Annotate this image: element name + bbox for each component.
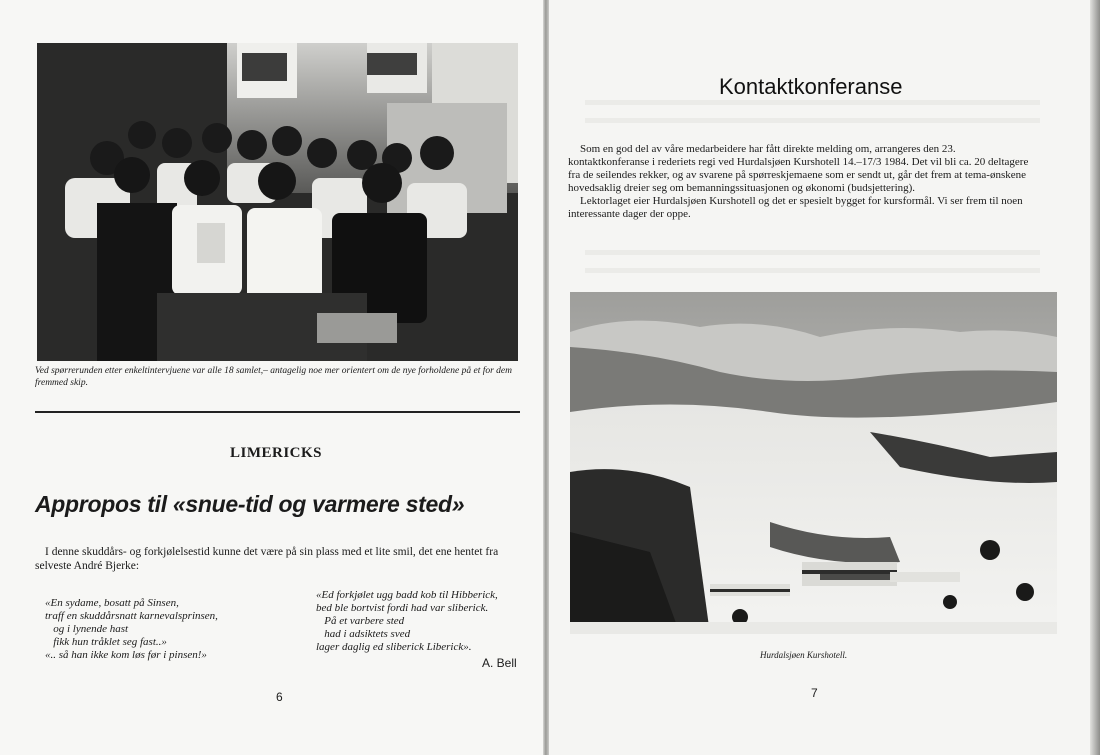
- article-headline: Appropos til «snue-tid og varmere sted»: [35, 491, 465, 517]
- article-body: [568, 143, 1038, 221]
- hotel-photo: [570, 292, 1057, 634]
- section-divider: [35, 411, 520, 413]
- show-through-line: [585, 250, 1040, 255]
- show-through-line: [585, 268, 1040, 273]
- book-gutter: [543, 0, 549, 755]
- show-through-line: [585, 118, 1040, 123]
- article-paragraph: Som en god del av våre medarbeidere har fått direkte melding om, arrangeres den 23. kontaktkonferanse i rederiets regi ved Hurdalsjøen Kurshotell 14.–17/3 1984. Det vil bli ca. 20 deltagere fra de seilendes rekker, og av svarene på spørreskjemaene som er sendt ut, går det frem at tema-ønskene hovedsaklig dreier seg om bemanningssituasjonen og økonomi (budsjettering).: [568, 143, 1029, 194]
- page-number-right: 7: [811, 686, 818, 700]
- intro-paragraph: I denne skuddårs- og forkjølelsestid kunne det være på sin plass med et lite smil, det ene hentet fra selveste André Bjerke:: [35, 546, 499, 572]
- limerick-left: «En sydame, bosatt på Sinsen, traff en skuddårsnatt karnevalsprinsen, og i lynende hast fikk hun tråklet seg fast..» «.. så han ikke kom løs før i pinsen!»: [45, 597, 218, 661]
- section-label: LIMERICKS: [230, 445, 323, 461]
- article-title: Kontaktkonferanse: [719, 74, 903, 99]
- show-through-text: [670, 30, 681, 80]
- photo-caption: Ved spørrerunden etter enkeltintervjuene var alle 18 samlet,– antagelig noe mer orientert om de nye forholdene på et for dem fremmed skip.: [35, 366, 513, 388]
- page-number-left: 6: [276, 690, 283, 704]
- hotel-photo-caption: Hurdalsjøen Kurshotell.: [760, 650, 848, 660]
- author-signature: A. Bell: [482, 656, 517, 670]
- group-photo: [37, 43, 518, 361]
- limerick-right: «Ed forkjølet ugg badd kob til Hibberick, bed ble bortvist fordi had var sliberick. På et varbere sted had i adsiktets sved lager daglig ed sliberick Liberick».: [316, 589, 498, 653]
- article-paragraph: Lektorlaget eier Hurdalsjøen Kurshotell og det er spesielt bygget for kursformål. Vi ser frem til noen interessante dager der oppe.: [568, 195, 1023, 220]
- hotel-photo-image: [570, 292, 1057, 634]
- page-edge: [1090, 0, 1100, 755]
- group-photo-image: [37, 43, 518, 361]
- show-through-line: [585, 100, 1040, 105]
